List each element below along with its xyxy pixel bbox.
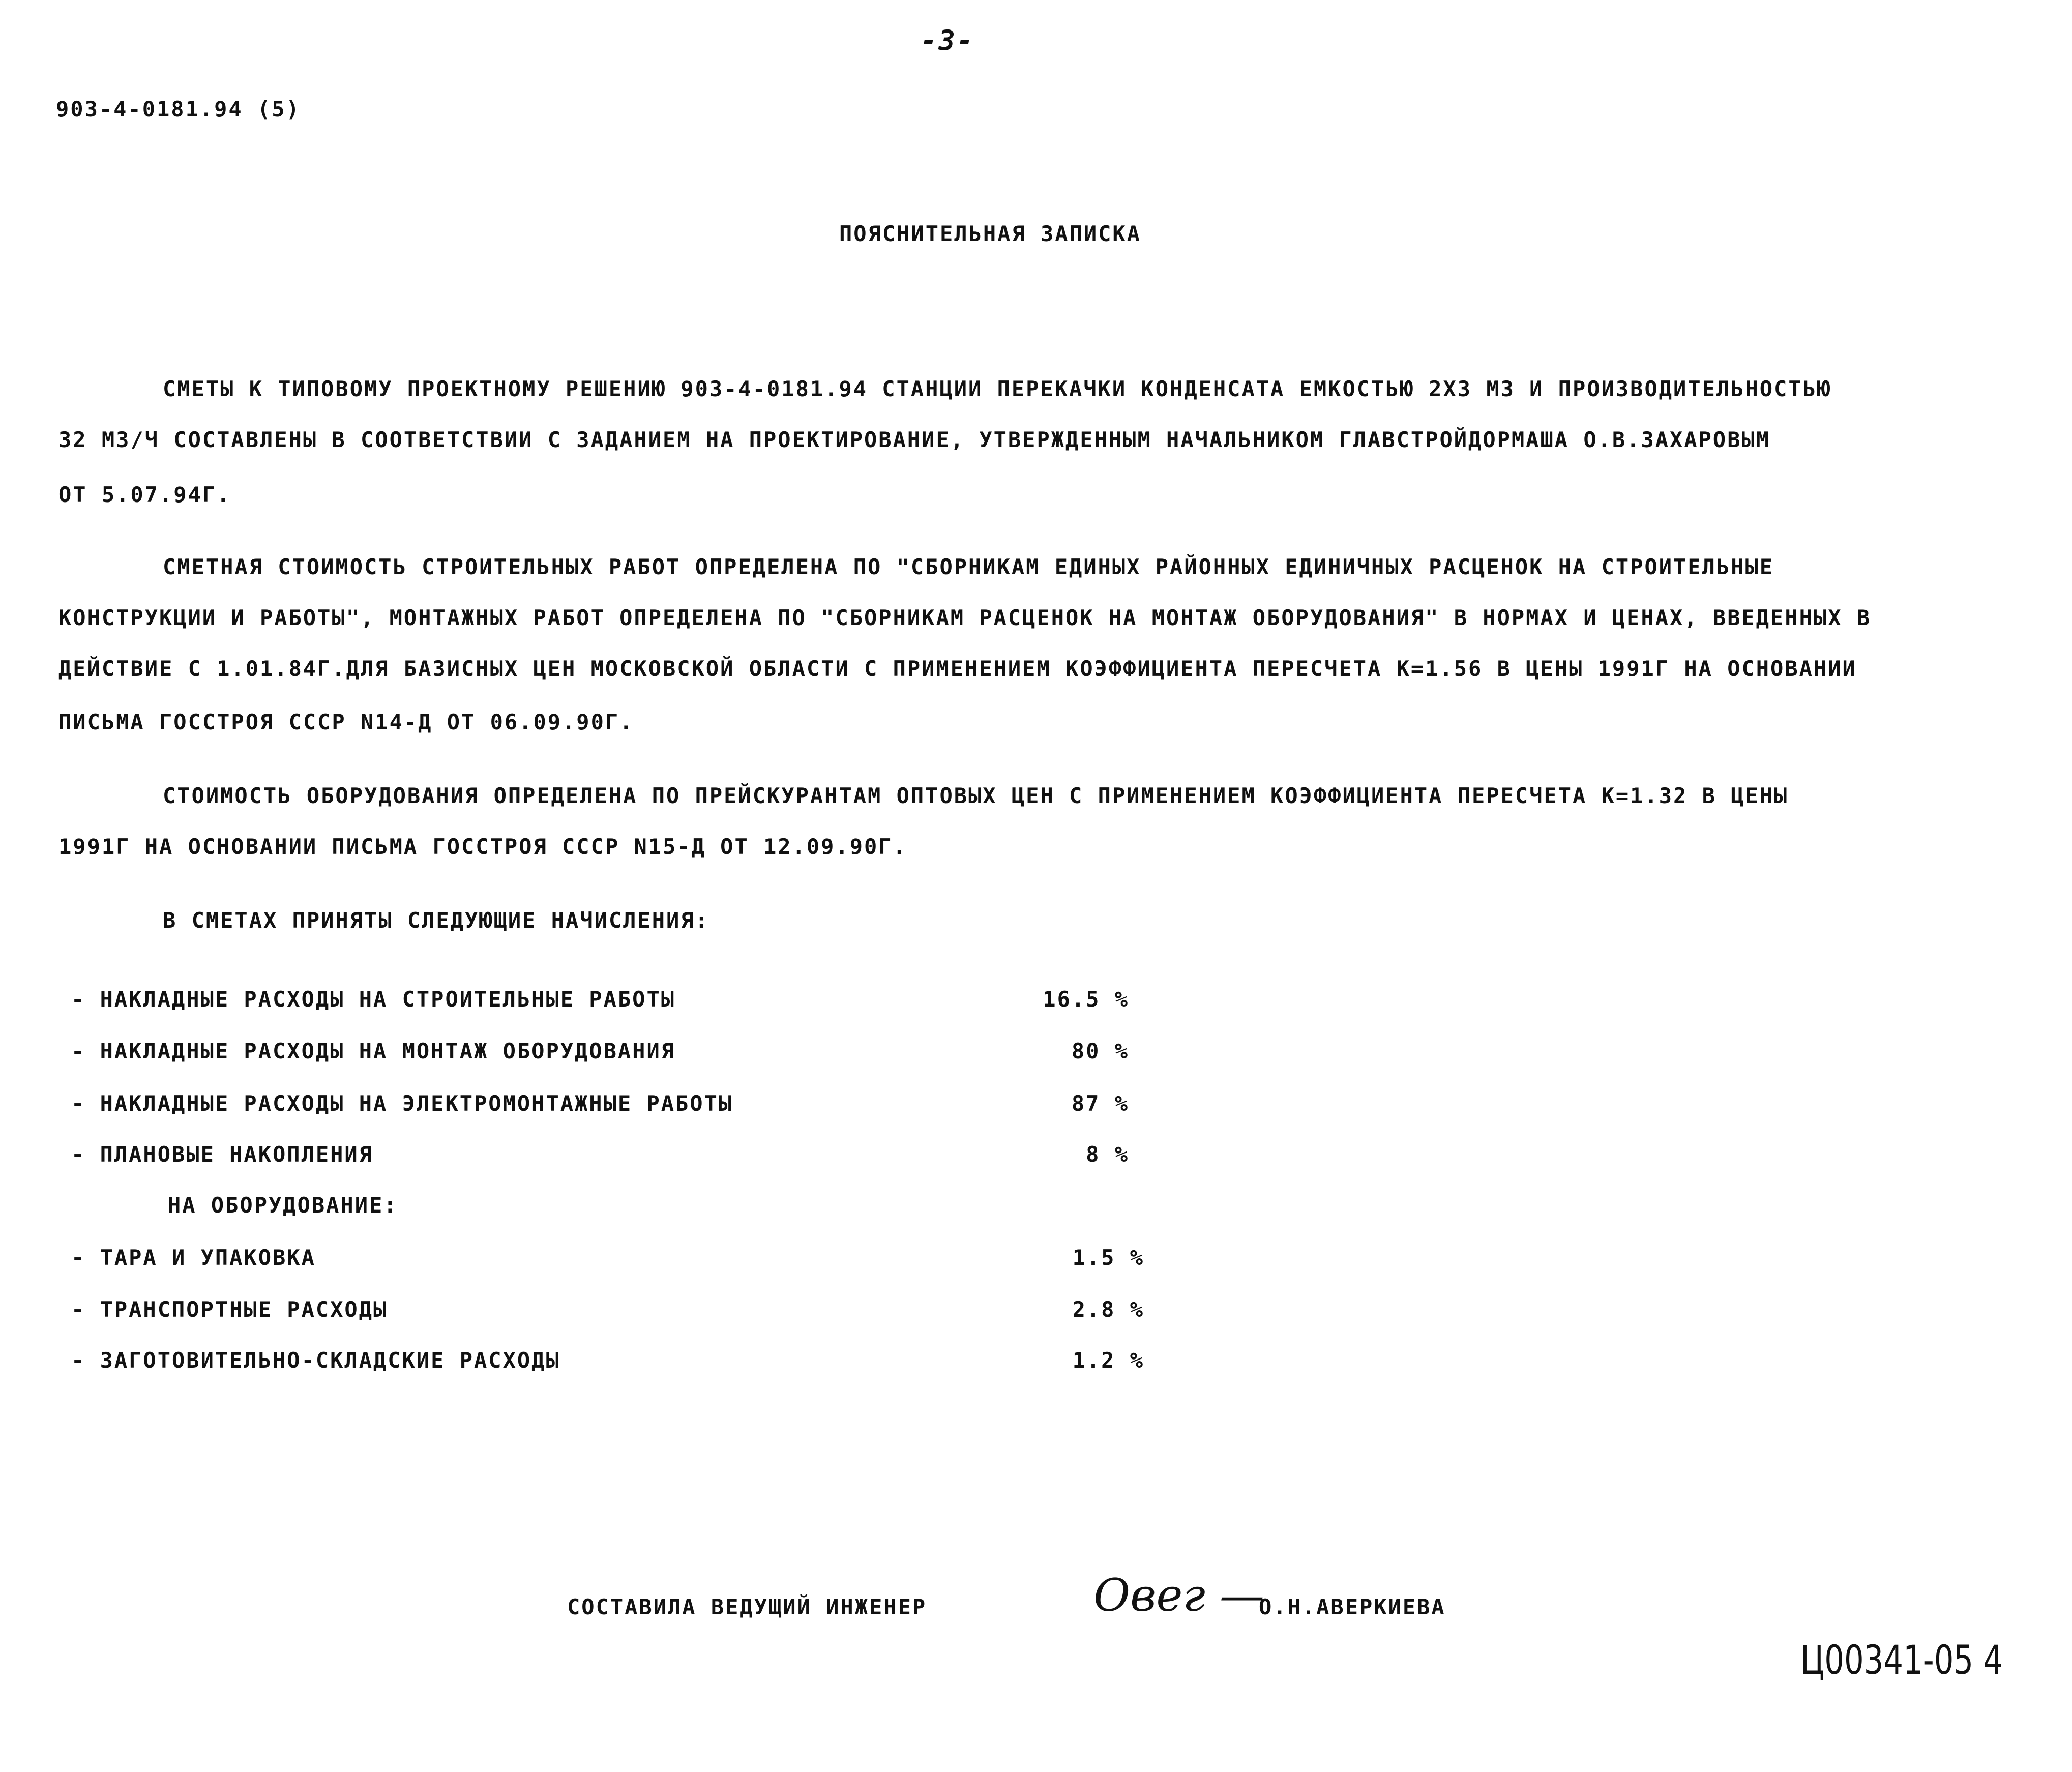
rate-label: - ТРАНСПОРТНЫЕ РАСХОДЫ [71, 1297, 388, 1322]
paragraph-line: В СМЕТАХ ПРИНЯТЫ СЛЕДУЮЩИЕ НАЧИСЛЕНИЯ: [163, 908, 709, 933]
paragraph-line: КОНСТРУКЦИИ И РАБОТЫ", МОНТАЖНЫХ РАБОТ ОПРЕДЕЛЕНА ПО "СБОРНИКАМ РАСЦЕНОК НА МОНТАЖ ОБОРУДОВАНИЯ" В НОРМАХ И ЦЕНАХ, ВВЕДЕННЫХ В [58, 605, 1872, 630]
rate-value: 87 % [1071, 1091, 1129, 1116]
paragraph-line: СМЕТЫ К ТИПОВОМУ ПРОЕКТНОМУ РЕШЕНИЮ 903-4-0181.94 СТАНЦИИ ПЕРЕКАЧКИ КОНДЕНСАТА ЕМКОСТЬЮ 2Х3 М3 И ПРОИЗВОДИТЕЛЬНОСТЬЮ [163, 376, 1832, 401]
document-title: ПОЯСНИТЕЛЬНАЯ ЗАПИСКА [839, 221, 1142, 246]
page-number: -3- [921, 24, 975, 56]
paragraph-line: 1991Г НА ОСНОВАНИИ ПИСЬМА ГОССТРОЯ СССР N15-Д ОТ 12.09.90Г. [58, 834, 907, 859]
rate-value: 80 % [1071, 1039, 1129, 1064]
rate-value: 1.2 % [1072, 1348, 1144, 1373]
signer-role: СОСТАВИЛА ВЕДУЩИЙ ИНЖЕНЕР [567, 1594, 927, 1619]
handwritten-signature: Овег — [1093, 1569, 1264, 1621]
rate-value: 2.8 % [1072, 1297, 1144, 1322]
paragraph-line: СМЕТНАЯ СТОИМОСТЬ СТРОИТЕЛЬНЫХ РАБОТ ОПРЕДЕЛЕНА ПО "СБОРНИКАМ ЕДИНЫХ РАЙОННЫХ ЕДИНИЧНЫХ РАСЦЕНОК НА СТРОИТЕЛЬНЫЕ [163, 554, 1774, 579]
rate-label: - ЗАГОТОВИТЕЛЬНО-СКЛАДСКИЕ РАСХОДЫ [71, 1348, 560, 1373]
document-code: 903-4-0181.94 (5) [56, 97, 301, 122]
paragraph-line: ДЕЙСТВИЕ С 1.01.84Г.ДЛЯ БАЗИСНЫХ ЦЕН МОСКОВСКОЙ ОБЛАСТИ С ПРИМЕНЕНИЕМ КОЭФФИЦИЕНТА ПЕРЕСЧЕТА К=1.56 В ЦЕНЫ 1991Г НА ОСНОВАНИИ [58, 656, 1857, 681]
rate-value: 8 % [1086, 1142, 1129, 1167]
archive-number: Ц00341-05 4 [1800, 1638, 2003, 1684]
rate-label: - НАКЛАДНЫЕ РАСХОДЫ НА СТРОИТЕЛЬНЫЕ РАБОТЫ [71, 987, 676, 1012]
rate-label: - НАКЛАДНЫЕ РАСХОДЫ НА ЭЛЕКТРОМОНТАЖНЫЕ РАБОТЫ [71, 1091, 733, 1116]
paragraph-line: СТОИМОСТЬ ОБОРУДОВАНИЯ ОПРЕДЕЛЕНА ПО ПРЕЙСКУРАНТАМ ОПТОВЫХ ЦЕН С ПРИМЕНЕНИЕМ КОЭФФИЦИЕНТА ПЕРЕСЧЕТА К=1.32 В ЦЕНЫ [163, 783, 1789, 808]
rate-label: - НАКЛАДНЫЕ РАСХОДЫ НА МОНТАЖ ОБОРУДОВАНИЯ [71, 1039, 676, 1064]
rate-value: 16.5 % [1043, 987, 1129, 1012]
paragraph-line: 32 М3/Ч СОСТАВЛЕНЫ В СООТВЕТСТВИИ С ЗАДАНИЕМ НА ПРОЕКТИРОВАНИЕ, УТВЕРЖДЕННЫМ НАЧАЛЬНИКОМ ГЛАВСТРОЙДОРМАША О.В.ЗАХАРОВЫМ [58, 427, 1771, 452]
signer-name: О.Н.АВЕРКИЕВА [1259, 1594, 1446, 1619]
paragraph-line: ОТ 5.07.94Г. [58, 482, 231, 507]
paragraph-line: ПИСЬМА ГОССТРОЯ СССР N14-Д ОТ 06.09.90Г. [58, 710, 634, 734]
rate-value: 1.5 % [1072, 1245, 1144, 1270]
rate-subheading: НА ОБОРУДОВАНИЕ: [168, 1193, 398, 1218]
rate-label: - ТАРА И УПАКОВКА [71, 1245, 316, 1270]
rate-label: - ПЛАНОВЫЕ НАКОПЛЕНИЯ [71, 1142, 374, 1167]
